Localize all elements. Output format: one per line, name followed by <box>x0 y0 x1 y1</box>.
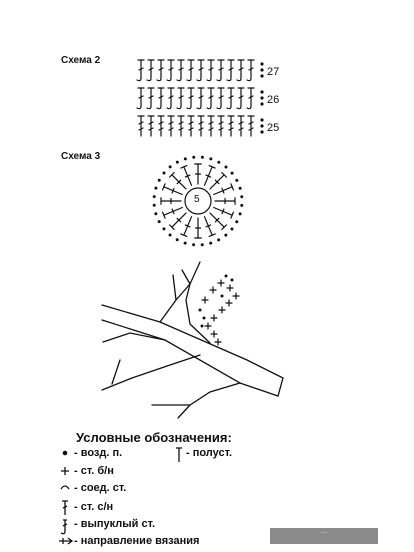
branch-stitches <box>199 275 240 346</box>
single-crochet-stitch <box>233 293 239 299</box>
chain-dot <box>153 204 156 207</box>
chain-dot <box>239 212 242 215</box>
double-crochet-stitch <box>168 116 174 136</box>
double-crochet-stitch <box>208 116 214 136</box>
post-stitch <box>187 60 194 81</box>
post-stitch <box>187 88 194 109</box>
single-crochet-stitch <box>215 339 221 345</box>
chain-dot <box>260 62 263 65</box>
legend-direction: - направление вязания <box>74 535 200 547</box>
chain-dot <box>158 220 161 223</box>
slip-stitch-icon <box>61 486 69 489</box>
single-crochet-stitch <box>226 300 232 306</box>
double-crochet-stitch <box>148 116 154 136</box>
row-dots <box>260 62 263 133</box>
single-crochet-stitch <box>205 323 211 329</box>
double-crochet-icon <box>62 501 68 515</box>
single-crochet-icon <box>61 467 69 475</box>
post-stitch <box>137 88 144 109</box>
single-crochet-stitch <box>218 280 224 286</box>
post-stitch <box>247 60 254 81</box>
chain-dot <box>260 118 263 121</box>
watermark-logo: ... <box>270 528 378 544</box>
chain-dot <box>154 212 157 215</box>
chain-dot <box>201 325 204 328</box>
chain-dot <box>153 195 156 198</box>
chain-dot <box>184 242 187 245</box>
chain-dot <box>201 243 204 246</box>
magic-ring-icon <box>185 188 211 214</box>
legend-single: - ст. б/н <box>74 465 114 477</box>
chain-dot <box>235 220 238 223</box>
row-number-27: 27 <box>267 66 280 78</box>
single-crochet-stitch <box>210 287 216 293</box>
post-stitch <box>237 60 244 81</box>
chain-dot <box>169 233 172 236</box>
post-stitch <box>247 88 254 109</box>
chain-dot <box>176 161 179 164</box>
chain-dot <box>192 156 195 159</box>
post-stitch <box>217 60 224 81</box>
chain-dot <box>154 187 157 190</box>
scheme-3-flower <box>153 156 244 247</box>
chain-dot <box>176 238 179 241</box>
post-stitch <box>227 88 234 109</box>
post-stitch <box>147 88 154 109</box>
legend-slip: - соед. ст. <box>74 482 127 494</box>
chain-dot <box>158 179 161 182</box>
chain-dot <box>224 166 227 169</box>
chain-dot <box>209 242 212 245</box>
post-stitch <box>237 88 244 109</box>
post-stitch <box>157 88 164 109</box>
single-crochet-stitch <box>219 307 225 313</box>
single-crochet-stitch <box>211 315 217 321</box>
post-stitch <box>207 60 214 81</box>
chain-dot <box>221 295 224 298</box>
chain-dot <box>209 157 212 160</box>
legend-title: Условные обозначения: <box>76 430 232 445</box>
post-stitch <box>197 88 204 109</box>
legend-double: - ст. с/н <box>74 501 114 513</box>
chain-dot <box>260 130 263 133</box>
half-double-crochet-icon <box>176 448 182 462</box>
chain-dot <box>260 68 263 71</box>
double-crochet-stitch <box>248 116 254 136</box>
chain-dot <box>235 179 238 182</box>
chain-dot <box>163 172 166 175</box>
post-stitch <box>137 60 144 81</box>
chain-dot <box>162 227 165 230</box>
double-crochet-stitch <box>218 116 224 136</box>
scheme-2-grid <box>137 60 254 136</box>
double-crochet-stitch <box>228 116 234 136</box>
chain-dot <box>224 234 227 237</box>
chain-dot <box>240 204 243 207</box>
post-stitch <box>207 88 214 109</box>
chain-dot <box>225 275 228 278</box>
double-crochet-stitch <box>188 116 194 136</box>
chain-dot <box>260 102 263 105</box>
chain-dot <box>260 90 263 93</box>
chain-dot <box>192 243 195 246</box>
chain-dot <box>231 279 234 282</box>
single-crochet-stitch <box>211 331 217 337</box>
post-stitch <box>147 60 154 81</box>
post-stitch <box>177 88 184 109</box>
double-crochet-stitch <box>158 116 164 136</box>
double-crochet-stitch <box>138 116 144 136</box>
post-stitch <box>217 88 224 109</box>
chain-dot <box>260 96 263 99</box>
post-stitch <box>197 60 204 81</box>
chain-dot <box>203 317 206 320</box>
post-stitch-icon <box>61 520 67 534</box>
single-crochet-stitch <box>227 285 233 291</box>
legend-chain: - возд. п. <box>74 447 123 459</box>
arrow-icon <box>59 538 72 544</box>
chain-dot <box>239 187 242 190</box>
chain-dot-icon <box>63 451 68 456</box>
chain-dot <box>199 309 202 312</box>
chain-dot <box>260 124 263 127</box>
chain-dot <box>240 195 243 198</box>
chain-dot <box>217 161 220 164</box>
chain-dot <box>260 74 263 77</box>
chain-dot <box>184 157 187 160</box>
double-crochet-stitch <box>198 116 204 136</box>
single-crochet-stitch <box>202 297 208 303</box>
chain-dot <box>231 172 234 175</box>
post-stitch <box>157 60 164 81</box>
post-stitch <box>177 60 184 81</box>
post-stitch <box>167 88 174 109</box>
scheme-3-title: Схема 3 <box>61 151 101 162</box>
chain-dot <box>230 227 233 230</box>
chain-dot <box>169 165 172 168</box>
chain-dot <box>217 238 220 241</box>
branch-drawing <box>102 262 283 418</box>
legend-post: - выпуклый ст. <box>74 518 156 530</box>
legend-half-double: - полуст. <box>186 447 233 459</box>
scheme-2-title: Схема 2 <box>61 55 101 66</box>
post-stitch <box>167 60 174 81</box>
double-crochet-stitch <box>178 116 184 136</box>
double-crochet-stitch <box>238 116 244 136</box>
row-number-25: 25 <box>267 122 280 134</box>
ring-center-label: 5 <box>194 194 200 205</box>
post-stitch <box>227 60 234 81</box>
row-number-26: 26 <box>267 94 280 106</box>
chain-dot <box>201 156 204 159</box>
